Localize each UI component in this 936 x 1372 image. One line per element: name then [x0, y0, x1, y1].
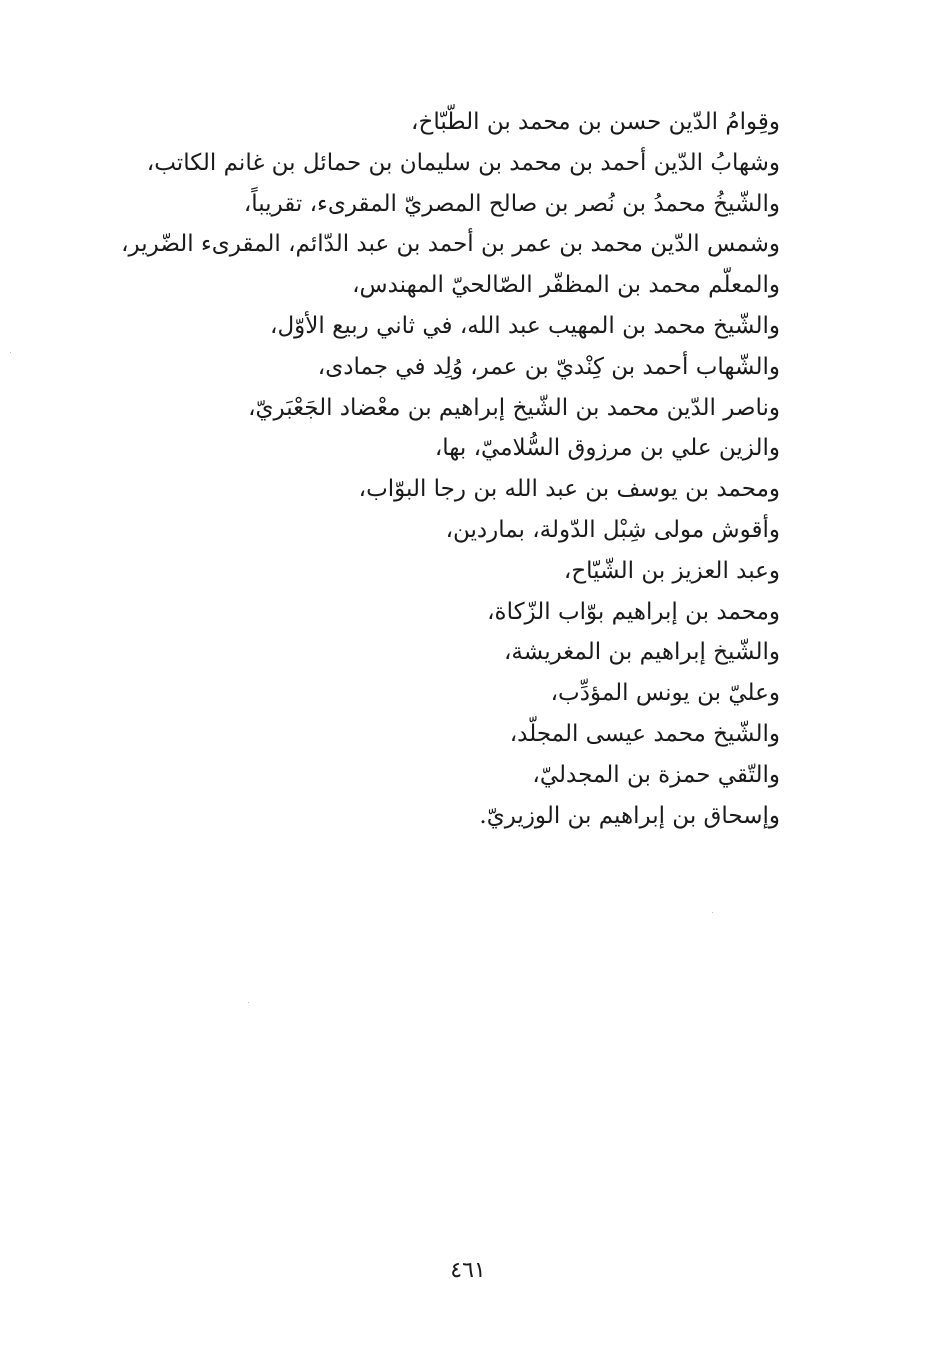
text-line: وإسحاق بن إبراهيم بن الوزيريّ. [479, 802, 780, 829]
text-line: والشّيخُ محمدُ بن نُصر بن صالح المصريّ المقرىء، تقريباً، [243, 190, 780, 217]
page-number: ٤٦١ [450, 1258, 486, 1283]
text-line: وأقوش مولى شِبْل الدّولة، بماردين، [445, 516, 780, 543]
scan-speck [712, 912, 713, 913]
text-line: والشّيخ محمد عيسى المجلّد، [509, 720, 780, 747]
text-line: والشّيخ محمد بن المهيب عبد الله، في ثاني ربيع الأوّل، [270, 312, 780, 339]
text-line: وقِوامُ الدّين حسن بن محمد بن الطّبّاخ، [411, 109, 780, 135]
text-line: ومحمد بن إبراهيم بوّاب الزّكاة، [487, 598, 780, 625]
scan-speck [248, 1002, 249, 1003]
text-line: وعبد العزيز بن الشّيّاح، [563, 557, 780, 584]
biography-list [121, 102, 780, 836]
text-line: والشّيخ إبراهيم بن المغريشة، [503, 639, 780, 666]
text-line: وناصر الدّين محمد بن الشّيخ إبراهيم بن معْضاد الجَعْبَريّ، [248, 394, 780, 421]
text-line: وشمس الدّين محمد بن عمر بن أحمد بن عبد الدّائم، المقرىء الضّرير، [121, 231, 780, 258]
scan-speck [10, 352, 11, 353]
text-line: والتّقي حمزة بن المجدليّ، [532, 761, 780, 788]
text-line: وشهابُ الدّين أحمد بن محمد بن سليمان بن حمائل بن غانم الكاتب، [146, 149, 780, 176]
text-line: ومحمد بن يوسف بن عبد الله بن رجا البوّاب، [358, 476, 780, 503]
text-line: والزين علي بن مرزوق السُّلاميّ، بها، [434, 435, 780, 462]
text-line: والشّهاب أحمد بن كِنْديّ بن عمر، وُلِد في جمادى، [317, 353, 780, 380]
text-line: والمعلّم محمد بن المظفّر الصّالحيّ المهندس، [352, 272, 780, 299]
text-line: وعليّ بن يونس المؤدِّب، [550, 680, 780, 707]
